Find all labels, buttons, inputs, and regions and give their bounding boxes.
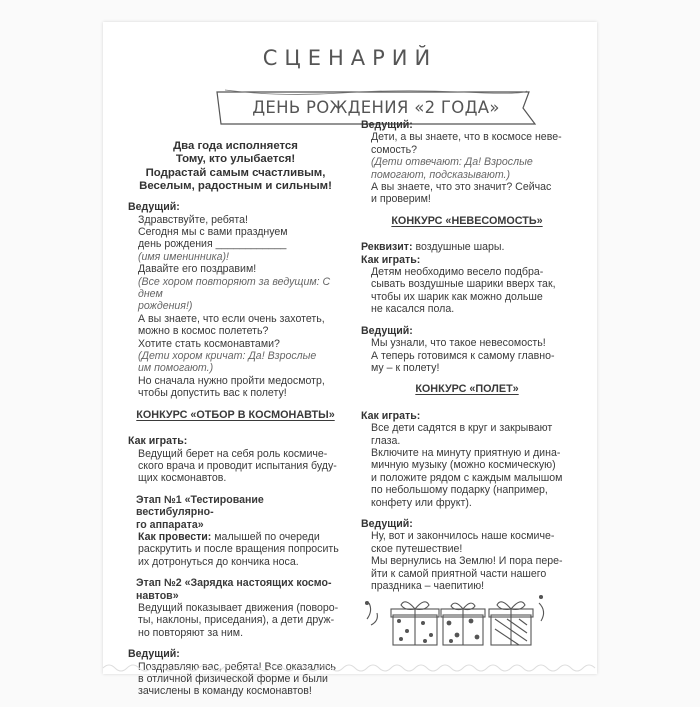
- host-speech-greeting: [128, 201, 343, 400]
- host-label: Ведущий:: [128, 201, 180, 214]
- how-to-play-text: [128, 448, 343, 485]
- stage-1-title: [128, 494, 343, 531]
- speech-line: Ну, вот и закончилось наше космиче-: [371, 530, 555, 543]
- speech-line: му – к полету!: [371, 361, 440, 374]
- stage-1-conduct: [128, 531, 343, 568]
- how-to-play-label: Как играть:: [128, 435, 188, 448]
- conduct-text: малышей по очереди: [211, 530, 320, 543]
- speech-line: Поздравляю вас, ребята! Все оказались: [138, 660, 336, 673]
- wavy-border-icon: [103, 662, 597, 674]
- contest-weightlessness-rules: [361, 241, 573, 315]
- speech-line: день рождения ____________: [138, 238, 287, 251]
- rule-line: и положите рядом с каждым малышом: [371, 471, 563, 484]
- rule-line: Включите на минуту приятную и дина-: [371, 446, 561, 459]
- speech-line: чтобы допустить вас к полету!: [138, 387, 287, 400]
- host-speech-finale: [361, 518, 573, 592]
- how-to-play-label: Как играть:: [361, 253, 421, 266]
- scenario-sheet: [103, 22, 597, 698]
- speech-line: А вы знаете, что если очень захотеть,: [138, 312, 325, 325]
- gift-boxes-icon: [361, 589, 551, 651]
- speech-line: Мы узнали, что такое невесомость!: [371, 337, 546, 350]
- stage-direction: (Дети хором кричат: Да! Взрослые: [138, 350, 317, 363]
- props-label: Реквизит:: [361, 241, 413, 254]
- stage-line: Ведущий показывает движения (поворо-: [138, 601, 339, 614]
- poem-line: Тому, кто улыбается!: [175, 153, 296, 166]
- speech-line: Здравствуйте, ребята!: [138, 213, 248, 226]
- host-label: Ведущий:: [128, 648, 180, 661]
- speech-line: в отличной физической форме и были: [138, 673, 328, 685]
- rule-line: конфету или фрукт).: [371, 496, 472, 509]
- speech-line: ское путешествие!: [371, 542, 463, 555]
- contest-title-flight: КОНКУРС «ПОЛЕТ»: [415, 383, 519, 396]
- stage-direction: (Дети отвечают: Да! Взрослые: [371, 156, 533, 169]
- host-lines: [361, 337, 573, 374]
- contest-title-selection: КОНКУРС «ОТБОР В КОСМОНАВТЫ»: [136, 408, 335, 421]
- speech-line: праздника – чаепитию!: [371, 580, 485, 592]
- stage-direction: им помогают.): [138, 362, 214, 375]
- speech-line: Но сначала нужно пройти медосмотр,: [138, 374, 325, 387]
- stage-line: но повторяют за ним.: [138, 626, 244, 639]
- page-title: СЦЕНАРИЙ: [262, 46, 438, 70]
- host-speech-flight-prep: [361, 325, 573, 375]
- page-subtitle: ДЕНЬ РОЖДЕНИЯ «2 ГОДА»: [252, 98, 500, 117]
- how-to-play-label: Как играть:: [361, 409, 421, 422]
- speech-line: можно в космос полететь?: [138, 325, 269, 338]
- speech-line: Сегодня мы с вами празднуем: [138, 226, 288, 238]
- rule-line: сывать воздушные шарики вверх так,: [371, 278, 556, 291]
- host-lines: [361, 131, 573, 205]
- poem-line: Два года исполняется: [173, 140, 298, 152]
- host-lines: [128, 214, 343, 400]
- stage-title-line: го аппарата»: [136, 518, 204, 531]
- stage-title-line: навтов»: [136, 589, 179, 602]
- stage-direction: рождения!): [138, 300, 193, 313]
- speech-line: А теперь готовимся к самому главно-: [371, 349, 555, 362]
- stage-2-text: [128, 602, 343, 639]
- host-lines: [361, 530, 573, 592]
- stage-direction: (имя именинника)!: [138, 250, 229, 263]
- birthday-poem: [128, 140, 343, 193]
- stage-2: [128, 577, 343, 639]
- host-label: Ведущий:: [361, 324, 413, 337]
- stage-line: ты, наклоны, приседания), а дети друж-: [138, 614, 335, 627]
- left-column: [128, 140, 343, 707]
- speech-line: зачислены в команду космонавтов!: [138, 685, 312, 698]
- contest-title-weightlessness: КОНКУРС «НЕВЕСОМОСТЬ»: [391, 214, 543, 227]
- contest-selection-rules: [128, 435, 343, 485]
- rule-line: по небольшому подарку (например,: [371, 484, 548, 497]
- stage-title-line: Этап №1 «Тестирование вестибулярно-: [136, 493, 264, 519]
- host-speech-weightless: [361, 119, 573, 206]
- poem-line: Веселым, радостным и сильным!: [139, 179, 332, 192]
- speech-line: Мы вернулись на Землю! И пора пере-: [371, 555, 563, 568]
- rule-line: щих космонавтов.: [138, 472, 227, 485]
- rule-line: не касался пола.: [371, 303, 455, 316]
- speech-line: А вы знаете, что это значит? Сейчас: [371, 181, 552, 194]
- stage-direction: (Все хором повторяют за ведущим: С днем: [138, 275, 331, 301]
- props-value: воздушные шары.: [412, 241, 505, 254]
- host-label: Ведущий:: [361, 517, 413, 530]
- speech-line: Дети, а вы знаете, что в космосе неве-: [371, 131, 562, 144]
- conduct-line: их дотронуться до кончика носа.: [138, 555, 299, 568]
- host-label: Ведущий:: [361, 119, 413, 131]
- rule-line: Все дети садятся в круг и закрывают глаза.: [371, 422, 553, 447]
- stage-direction: помогают, подсказывают.): [371, 168, 511, 181]
- speech-line: Хотите стать космонавтами?: [138, 337, 280, 350]
- conduct-line: раскрутить и после вращения попросить: [138, 543, 339, 556]
- speech-line: и проверим!: [371, 193, 431, 206]
- rule-line: мичную музыку (можно космическую): [371, 459, 556, 472]
- stage-1: [128, 494, 343, 568]
- contest-flight-rules: [361, 410, 573, 509]
- stage-title-line: Этап №2 «Зарядка настоящих космо-: [136, 577, 332, 590]
- stage-2-title: [128, 577, 343, 602]
- right-column: [361, 119, 573, 601]
- how-to-play-text: [361, 422, 573, 509]
- how-to-play-text: [361, 266, 573, 316]
- speech-line: сомость?: [371, 143, 418, 156]
- speech-line: йти к самой приятной части нашего: [371, 567, 547, 580]
- rule-line: Детям необходимо весело подбра-: [371, 266, 544, 279]
- rule-line: чтобы их шарик как можно дольше: [371, 290, 543, 303]
- speech-line: Давайте его поздравим!: [138, 263, 257, 276]
- rule-line: ского врача и проводит испытания буду-: [138, 459, 337, 472]
- poem-line: Подрастай самым счастливым,: [145, 166, 326, 179]
- rule-line: Ведущий берет на себя роль космиче-: [138, 447, 328, 460]
- conduct-label: Как провести:: [138, 530, 212, 543]
